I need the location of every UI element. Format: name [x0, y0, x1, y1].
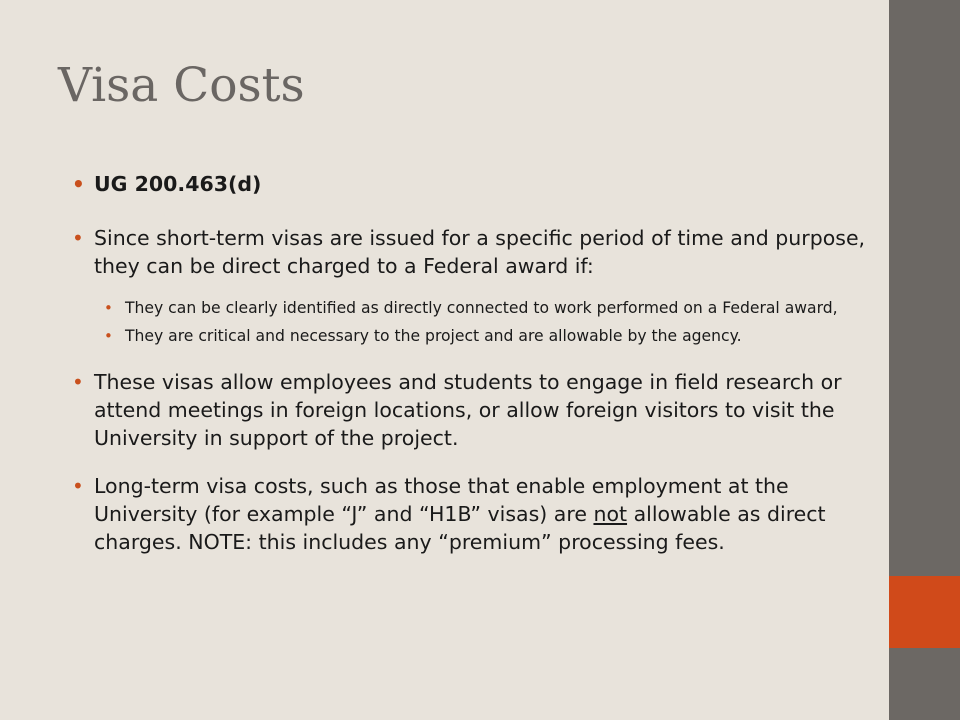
sub-bullet-list — [104, 298, 872, 346]
underlined-not: not — [593, 502, 628, 526]
bullet-list — [72, 170, 872, 576]
sub-bullet-item-critical: • They are critical and necessary to the project and are allowable by the agency. — [104, 326, 872, 346]
bullet-item-visa-purpose: • These visas allow employees and students to engage in field research or attend meetings in foreign locations, or allow foreign visitors to visit the University in support of the project. — [72, 368, 872, 452]
side-accent-block — [889, 576, 960, 648]
bullet-item-short-term-visas: • Since short-term visas are issued for a specific period of time and purpose, they can be direct charged to a Federal award if: — [72, 224, 872, 280]
slide-title: Visa Costs — [58, 58, 305, 113]
sub-bullet-item-identified: • They can be clearly identified as directly connected to work performed on a Federal award, — [104, 298, 872, 318]
long-term-text-before: Long-term visa costs, such as those that enable employment at the University (for example “J” and “H1B” visas) are — [94, 474, 789, 526]
bullet-item-long-term-visas — [72, 472, 872, 556]
bullet-item-ug-reference: • UG 200.463(d) — [72, 170, 872, 198]
long-term-text-after: allowable as direct charges. NOTE: this includes any “premium” processing fees. — [94, 502, 826, 554]
